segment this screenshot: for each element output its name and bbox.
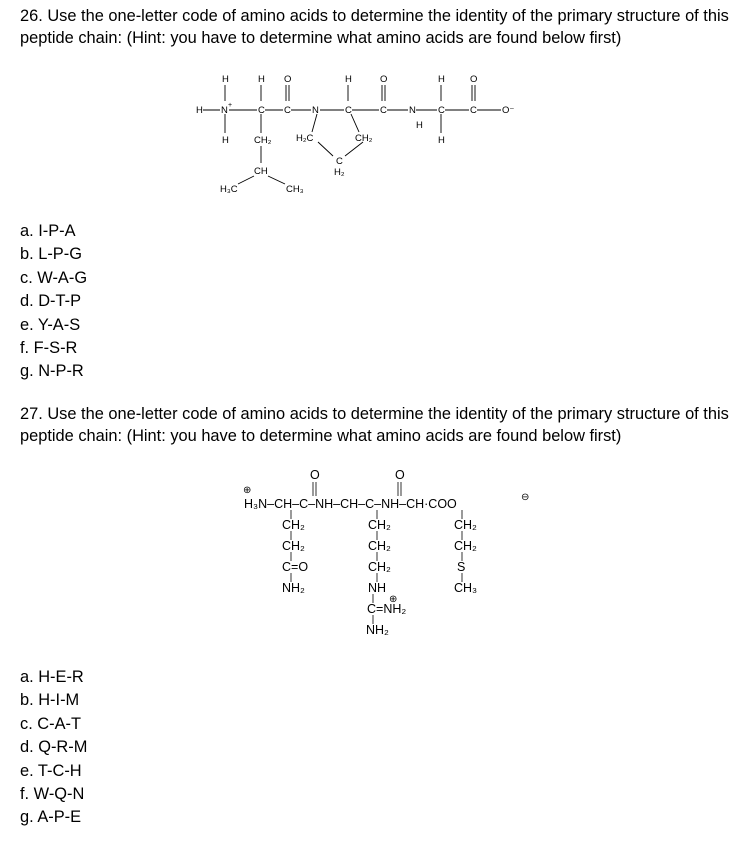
atom-c: C [336,156,343,167]
group-ch2: CH₂ [282,518,305,532]
atom-o: O [470,74,478,85]
group-nh2: NH₂ [282,581,305,595]
atom-n: N [409,105,416,116]
option-e[interactable]: e. Y-A-S [20,315,81,334]
group-h3c: H₃C [220,184,238,195]
group-ch2: CH₂ [355,133,373,144]
atom-c: C [438,105,445,116]
option-d[interactable]: d. D-T-P [20,292,82,311]
atom-c: C [284,105,291,116]
option-b[interactable]: b. H-I-M [20,691,80,710]
option-f[interactable]: f. W-Q-N [20,784,85,803]
group-ch: CH [254,166,268,177]
option-a[interactable]: a. I-P-A [20,222,76,240]
group-h2c: H₂C [296,133,314,144]
atom-h: H [196,105,203,116]
group-nh: NH [368,581,387,595]
group-ch2: CH₂ [368,518,391,532]
group-ch2: CH₂ [454,539,477,553]
group-ch3: CH₃ [286,184,304,195]
atom-h: H [416,120,423,131]
atom-c: C [470,105,477,116]
atom-c: C [258,105,265,116]
group-nh2: NH₂ [366,623,389,637]
option-c[interactable]: c. C-A-T [20,714,82,733]
charge-minus: ⊖ [521,492,530,503]
atom-h: H [222,74,229,85]
atom-o: O [395,468,405,482]
group-c-eq-nh2: C=NH₂ [367,602,407,616]
option-f[interactable]: f. F-S-R [20,338,78,357]
atom-o: O [310,468,320,482]
atom-h: H [222,135,229,146]
atom-c: C [345,105,352,116]
group-ch3: CH₃ [454,581,478,595]
atom-c: C [380,105,387,116]
backbone-text: H₃N–CH–C–NH–CH–C–NH–CH·COO [244,497,457,511]
question-27-prompt: 27. Use the one-letter code of amino acids to determine the identity of the primary structure of this peptide chain: (Hint: you have to determine what amino acids are found below first) [20,405,729,445]
option-e[interactable]: e. T-C-H [20,761,82,780]
question-27-options [20,666,87,830]
option-c[interactable]: c. W-A-G [20,268,88,287]
group-ch2: CH₂ [282,539,305,553]
group-ch2: CH₂ [368,539,391,553]
charge-plus: ⊕ [243,485,252,496]
question-26-prompt: 26. Use the one-letter code of amino acids to determine the identity of the primary structure of this peptide chain: (Hint: you have to determine what amino acids are found below first) [20,7,729,47]
option-a[interactable]: a. H-E-R [20,668,84,686]
option-g[interactable]: g. N-P-R [20,362,84,381]
atom-s: S [457,560,466,574]
group-c-eq-o: C=O [282,560,309,574]
atom-h: H [258,74,265,85]
option-b[interactable]: b. L-P-G [20,245,82,264]
charge-plus: ⊕ [389,594,398,605]
atom-o-minus: O⁻ [502,105,515,116]
atom-h: H [438,135,445,146]
group-ch2: CH₂ [368,560,391,574]
group-ch2: CH₂ [454,518,477,532]
atom-o: O [284,74,292,85]
atom-h: H [438,74,445,85]
atom-h: H [345,74,352,85]
atom-n: N [312,105,319,116]
atom-n: N [221,105,228,116]
group-ch2: CH₂ [254,135,272,146]
atom-o: O [380,74,388,85]
option-g[interactable]: g. A-P-E [20,808,82,827]
option-d[interactable]: d. Q-R-M [20,738,88,757]
question-26-options [20,220,87,384]
group-h2: H₂ [334,167,345,178]
charge-plus: + [228,102,233,109]
